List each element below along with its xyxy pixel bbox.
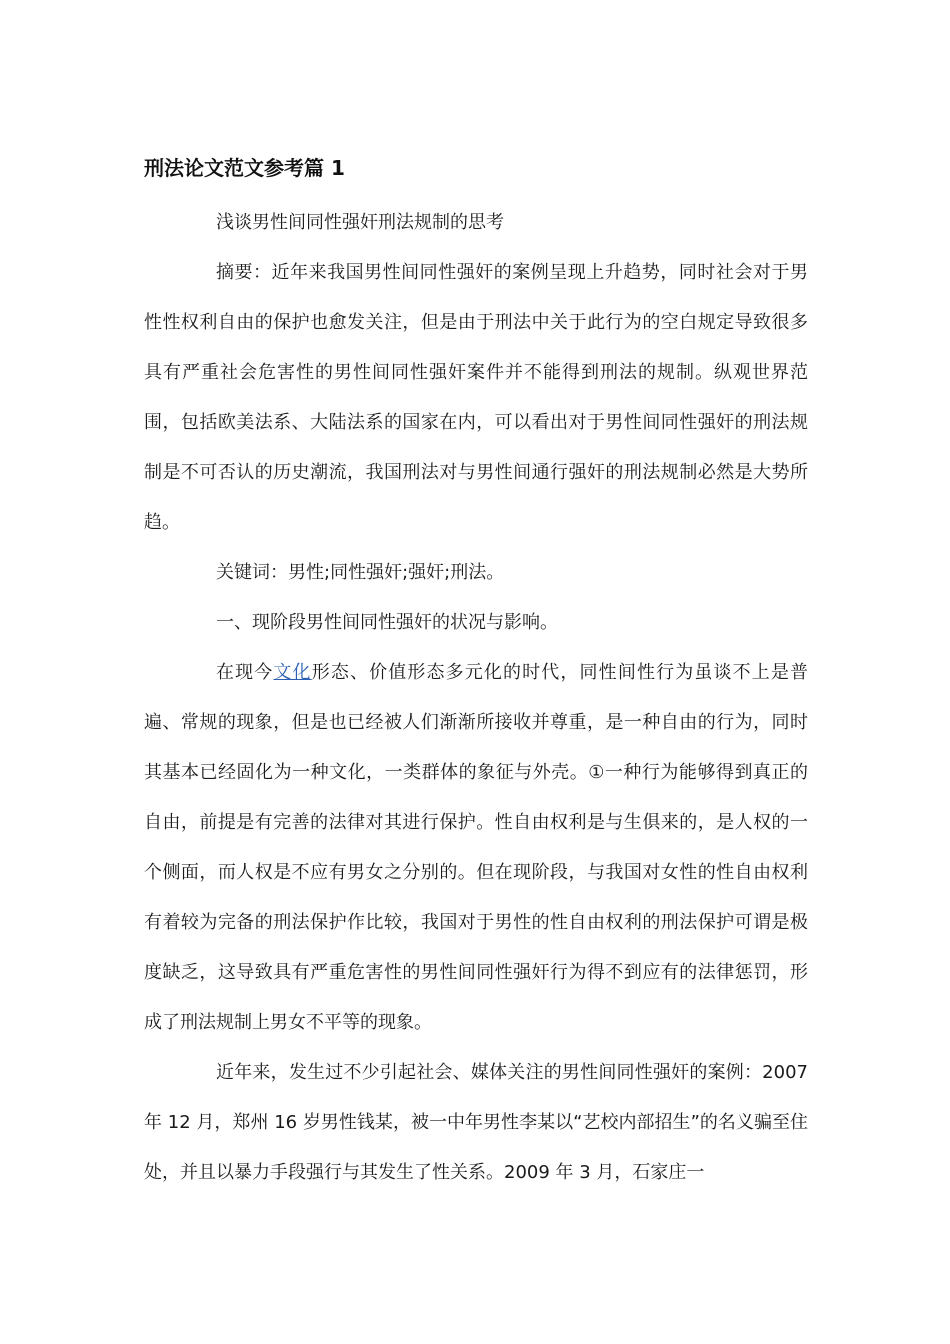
body-paragraph-1 (144, 648, 808, 1048)
keywords-paragraph: 关键词：男性;同性强奸;强奸;刑法。 (216, 562, 505, 583)
paragraph-text-after-link: 形态、价值形态多元化的时代，同性间性行为虽谈不上是普遍、常规的现象，但是也已经被人们渐渐所接收并尊重，是一种自由的行为，同时其基本已经固化为一种文化，一类群体的象征与外壳。①一种行为能够得到真正的自由，前提是有完善的法律对其进行保护。性自由权利是与生俱来的，是人权的一个侧面，而人权是不应有男女之分别的。但在现阶段，与我国对女性的性自由权利有着较为完备的刑法保护作比较，我国对于男性的性自由权利的刑法保护可谓是极度缺乏，这导致具有严重危害性的男性间同性强奸行为得不到应有的法律惩罚，形成了刑法规制上男女不平等的现象。 (144, 662, 809, 1033)
abstract-paragraph: 摘要：近年来我国男性间同性强奸的案例呈现上升趋势，同时社会对于男性性权利自由的保护也愈发关注，但是由于刑法中关于此行为的空白规定导致很多具有严重社会危害性的男性间同性强奸案件并不能得到刑法的规制。纵观世界范围，包括欧美法系、大陆法系的国家在内，可以看出对于男性间同性强奸的刑法规制是不可否认的历史潮流，我国刑法对与男性间通行强奸的刑法规制必然是大势所趋。 (144, 262, 808, 533)
article-title: 浅谈男性间同性强奸刑法规制的思考 (216, 212, 504, 233)
section-title: 一、现阶段男性间同性强奸的状况与影响。 (216, 612, 558, 633)
document-heading: 刑法论文范文参考篇 1 (144, 156, 345, 180)
paragraph-text-before-link: 在现今 (216, 662, 274, 683)
culture-link[interactable]: 文化 (273, 662, 312, 683)
document-page (144, 148, 808, 1198)
body-paragraph-2: 近年来，发生过不少引起社会、媒体关注的男性间同性强奸的案例：2007 年 12 月，郑州 16 岁男性钱某，被一中年男性李某以“艺校内部招生”的名义骗至住处，并且以暴力手段强行与其发生了性关系。2009 年 3 月，石家庄一 (144, 1062, 808, 1183)
